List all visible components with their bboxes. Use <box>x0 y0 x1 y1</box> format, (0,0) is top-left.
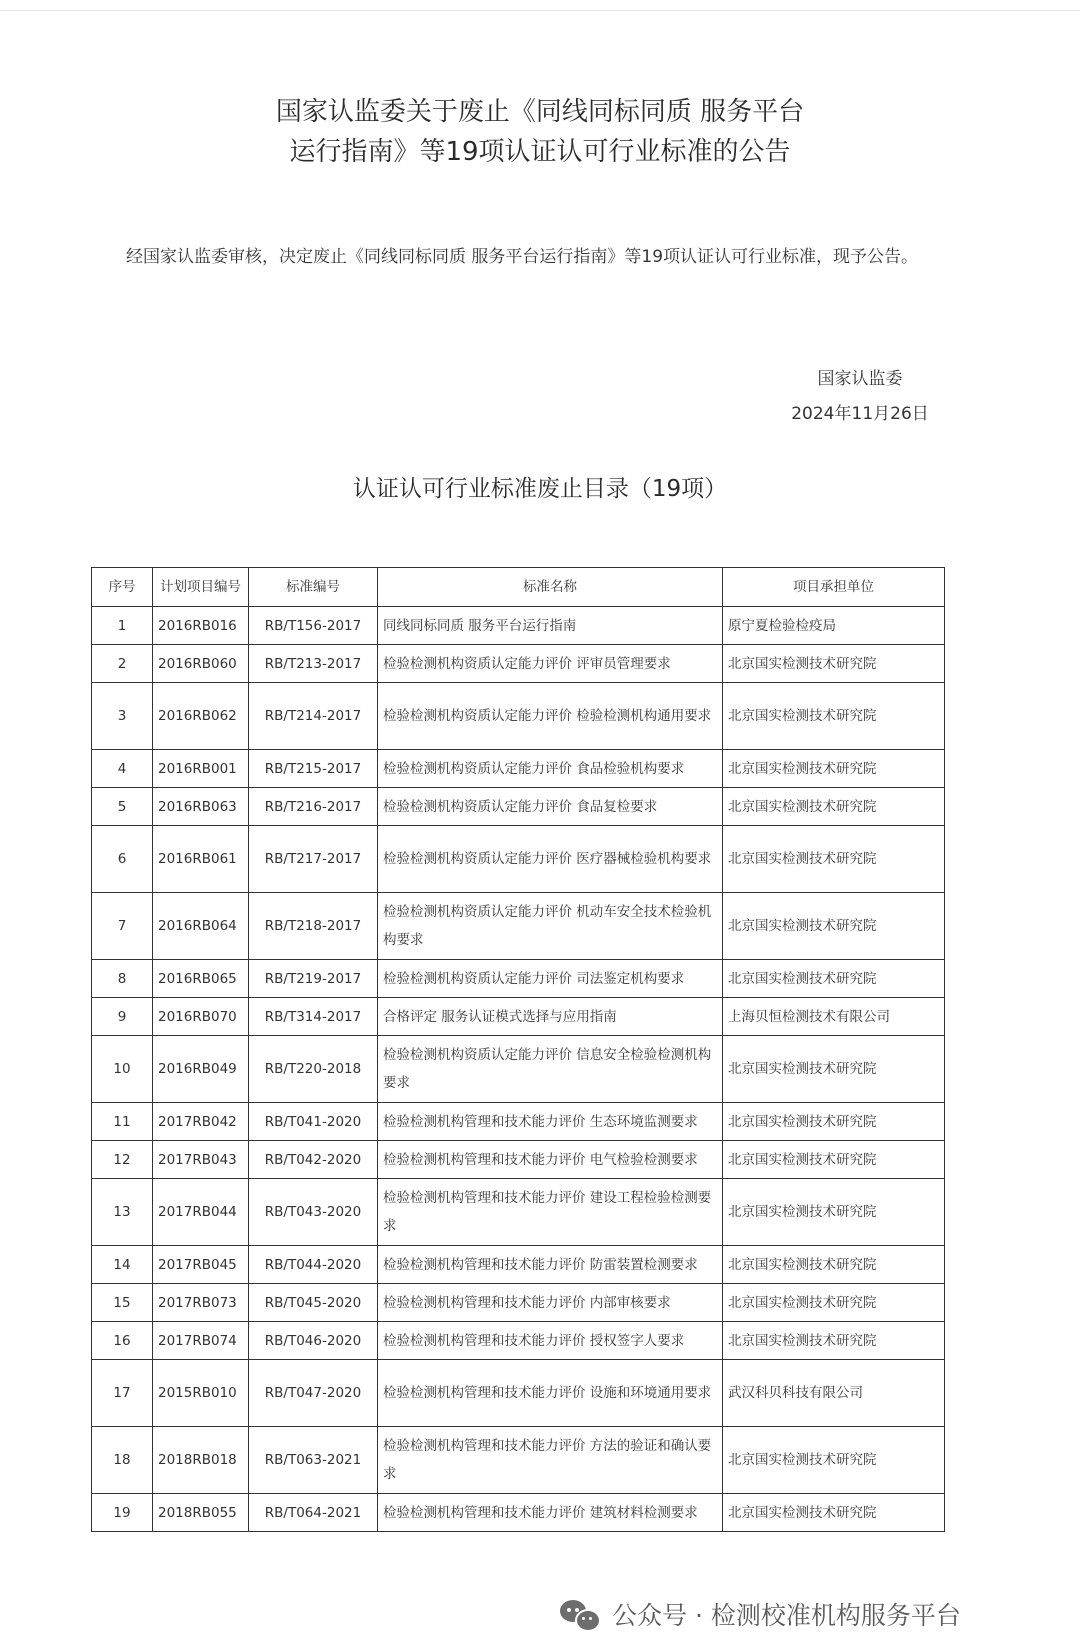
row-index: 12 <box>92 1141 153 1179</box>
notice-body: 经国家认监委审核，决定废止《同线同标同质 服务平台运行指南》等19项认证认可行业标准，现予公告。 <box>126 247 919 267</box>
responsible-unit: 上海贝恒检测技术有限公司 <box>723 998 945 1036</box>
table-row <box>92 788 945 826</box>
row-index: 15 <box>92 1284 153 1322</box>
plan-number: 2016RB001 <box>153 750 249 788</box>
responsible-unit: 北京国实检测技术研究院 <box>723 1246 945 1284</box>
table-row <box>92 645 945 683</box>
notice-title-line-2: 运行指南》等19项认证认可行业标准的公告 <box>289 137 791 167</box>
row-index: 18 <box>92 1427 153 1494</box>
standard-number: RB/T046-2020 <box>249 1322 378 1360</box>
signature-block <box>760 362 960 432</box>
plan-number: 2016RB062 <box>153 683 249 750</box>
plan-number: 2016RB070 <box>153 998 249 1036</box>
table-row <box>92 1246 945 1284</box>
standard-number: RB/T314-2017 <box>249 998 378 1036</box>
responsible-unit: 北京国实检测技术研究院 <box>723 683 945 750</box>
plan-number: 2016RB065 <box>153 960 249 998</box>
standard-number: RB/T215-2017 <box>249 750 378 788</box>
standard-name: 检验检测机构资质认定能力评价 食品复检要求 <box>378 788 723 826</box>
standard-number: RB/T219-2017 <box>249 960 378 998</box>
standard-number: RB/T047-2020 <box>249 1360 378 1427</box>
standard-name: 检验检测机构资质认定能力评价 评审员管理要求 <box>378 645 723 683</box>
table-row <box>92 960 945 998</box>
standard-number: RB/T063-2021 <box>249 1427 378 1494</box>
plan-number: 2015RB010 <box>153 1360 249 1427</box>
row-index: 1 <box>92 607 153 645</box>
plan-number: 2017RB073 <box>153 1284 249 1322</box>
plan-number: 2016RB064 <box>153 893 249 960</box>
notice-title-line-1: 国家认监委关于废止《同线同标同质 服务平台 <box>275 97 805 127</box>
standard-name: 检验检测机构管理和技术能力评价 生态环境监测要求 <box>378 1103 723 1141</box>
table-row <box>92 683 945 750</box>
row-index: 19 <box>92 1494 153 1532</box>
standard-name: 检验检测机构管理和技术能力评价 内部审核要求 <box>378 1284 723 1322</box>
plan-number: 2017RB043 <box>153 1141 249 1179</box>
row-index: 5 <box>92 788 153 826</box>
responsible-unit: 北京国实检测技术研究院 <box>723 1103 945 1141</box>
plan-number: 2017RB045 <box>153 1246 249 1284</box>
footer-text: 公众号 · 检测校准机构服务平台 <box>612 1601 961 1630</box>
standard-number: RB/T218-2017 <box>249 893 378 960</box>
standard-name: 检验检测机构管理和技术能力评价 授权签字人要求 <box>378 1322 723 1360</box>
responsible-unit: 北京国实检测技术研究院 <box>723 1036 945 1103</box>
plan-number: 2017RB074 <box>153 1322 249 1360</box>
table-row <box>92 1494 945 1532</box>
responsible-unit: 北京国实检测技术研究院 <box>723 1141 945 1179</box>
row-index: 16 <box>92 1322 153 1360</box>
row-index: 13 <box>92 1179 153 1246</box>
standard-number: RB/T213-2017 <box>249 645 378 683</box>
responsible-unit: 北京国实检测技术研究院 <box>723 826 945 893</box>
row-index: 17 <box>92 1360 153 1427</box>
responsible-unit: 原宁夏检验检疫局 <box>723 607 945 645</box>
row-index: 9 <box>92 998 153 1036</box>
table-row <box>92 893 945 960</box>
table-row <box>92 998 945 1036</box>
standard-name: 检验检测机构管理和技术能力评价 方法的验证和确认要求 <box>378 1427 723 1494</box>
standard-name: 同线同标同质 服务平台运行指南 <box>378 607 723 645</box>
issue-date: 2024年11月26日 <box>791 404 929 424</box>
standard-number: RB/T156-2017 <box>249 607 378 645</box>
table-row <box>92 1179 945 1246</box>
standard-name: 检验检测机构管理和技术能力评价 电气检验检测要求 <box>378 1141 723 1179</box>
standard-number: RB/T043-2020 <box>249 1179 378 1246</box>
standard-name: 检验检测机构资质认定能力评价 食品检验机构要求 <box>378 750 723 788</box>
standard-name: 检验检测机构管理和技术能力评价 建筑材料检测要求 <box>378 1494 723 1532</box>
standard-name: 检验检测机构管理和技术能力评价 建设工程检验检测要求 <box>378 1179 723 1246</box>
standard-name: 检验检测机构资质认定能力评价 机动车安全技术检验机构要求 <box>378 893 723 960</box>
row-index: 6 <box>92 826 153 893</box>
standard-name: 检验检测机构管理和技术能力评价 设施和环境通用要求 <box>378 1360 723 1427</box>
table-row <box>92 1103 945 1141</box>
header-plan-number: 计划项目编号 <box>153 568 249 607</box>
standard-number: RB/T220-2018 <box>249 1036 378 1103</box>
responsible-unit: 武汉科贝科技有限公司 <box>723 1360 945 1427</box>
plan-number: 2016RB049 <box>153 1036 249 1103</box>
header-standard-number: 标准编号 <box>249 568 378 607</box>
standards-table <box>91 567 945 1532</box>
table-row <box>92 1427 945 1494</box>
table-row <box>92 1360 945 1427</box>
row-index: 4 <box>92 750 153 788</box>
top-divider <box>0 10 1080 11</box>
responsible-unit: 北京国实检测技术研究院 <box>723 893 945 960</box>
standard-number: RB/T064-2021 <box>249 1494 378 1532</box>
plan-number: 2017RB042 <box>153 1103 249 1141</box>
responsible-unit: 北京国实检测技术研究院 <box>723 1427 945 1494</box>
plan-number: 2017RB044 <box>153 1179 249 1246</box>
wechat-icon <box>560 1598 600 1630</box>
table-body <box>92 607 945 1532</box>
row-index: 8 <box>92 960 153 998</box>
notice-title <box>0 92 1080 172</box>
table-row <box>92 1036 945 1103</box>
header-responsible-unit: 项目承担单位 <box>723 568 945 607</box>
table-row <box>92 1322 945 1360</box>
responsible-unit: 北京国实检测技术研究院 <box>723 1494 945 1532</box>
standard-name: 检验检测机构资质认定能力评价 信息安全检验检测机构要求 <box>378 1036 723 1103</box>
table-row <box>92 826 945 893</box>
plan-number: 2016RB063 <box>153 788 249 826</box>
row-index: 3 <box>92 683 153 750</box>
header-standard-name: 标准名称 <box>378 568 723 607</box>
standard-name: 检验检测机构资质认定能力评价 司法鉴定机构要求 <box>378 960 723 998</box>
standard-number: RB/T214-2017 <box>249 683 378 750</box>
standard-number: RB/T041-2020 <box>249 1103 378 1141</box>
responsible-unit: 北京国实检测技术研究院 <box>723 750 945 788</box>
row-index: 11 <box>92 1103 153 1141</box>
plan-number: 2018RB018 <box>153 1427 249 1494</box>
table-row <box>92 607 945 645</box>
footer-watermark <box>560 1596 961 1632</box>
table-row <box>92 750 945 788</box>
table-row <box>92 1284 945 1322</box>
responsible-unit: 北京国实检测技术研究院 <box>723 1179 945 1246</box>
plan-number: 2016RB060 <box>153 645 249 683</box>
plan-number: 2016RB061 <box>153 826 249 893</box>
standard-name: 检验检测机构资质认定能力评价 医疗器械检验机构要求 <box>378 826 723 893</box>
issuer: 国家认监委 <box>817 369 903 389</box>
standard-number: RB/T216-2017 <box>249 788 378 826</box>
catalog-title: 认证认可行业标准废止目录（19项） <box>352 476 728 502</box>
row-index: 2 <box>92 645 153 683</box>
header-index: 序号 <box>92 568 153 607</box>
responsible-unit: 北京国实检测技术研究院 <box>723 1284 945 1322</box>
responsible-unit: 北京国实检测技术研究院 <box>723 1322 945 1360</box>
responsible-unit: 北京国实检测技术研究院 <box>723 788 945 826</box>
responsible-unit: 北京国实检测技术研究院 <box>723 645 945 683</box>
row-index: 10 <box>92 1036 153 1103</box>
plan-number: 2016RB016 <box>153 607 249 645</box>
row-index: 14 <box>92 1246 153 1284</box>
plan-number: 2018RB055 <box>153 1494 249 1532</box>
standard-name: 检验检测机构管理和技术能力评价 防雷装置检测要求 <box>378 1246 723 1284</box>
table-row <box>92 1141 945 1179</box>
responsible-unit: 北京国实检测技术研究院 <box>723 960 945 998</box>
standard-number: RB/T044-2020 <box>249 1246 378 1284</box>
standard-number: RB/T045-2020 <box>249 1284 378 1322</box>
standard-name: 合格评定 服务认证模式选择与应用指南 <box>378 998 723 1036</box>
row-index: 7 <box>92 893 153 960</box>
standard-number: RB/T042-2020 <box>249 1141 378 1179</box>
standard-name: 检验检测机构资质认定能力评价 检验检测机构通用要求 <box>378 683 723 750</box>
table-header-row <box>92 568 945 607</box>
standard-number: RB/T217-2017 <box>249 826 378 893</box>
